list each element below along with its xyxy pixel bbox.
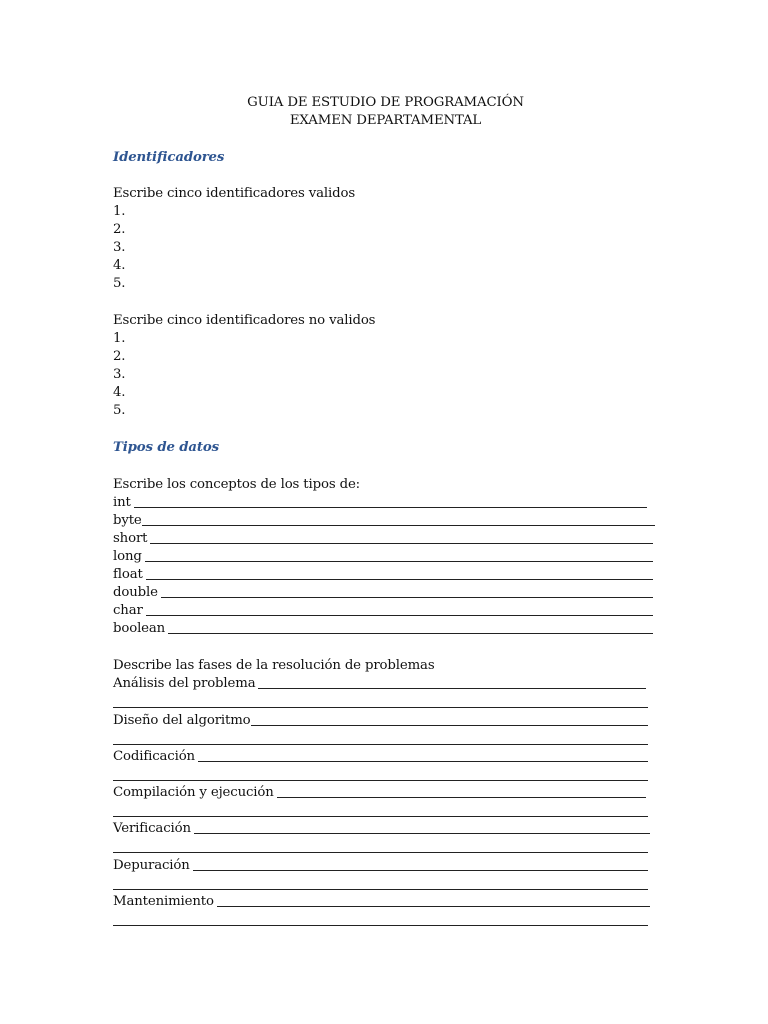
type-label: float (113, 567, 143, 582)
valid-identifiers-prompt: Escribe cinco identificadores validos (113, 186, 356, 201)
invalid-identifier-item: 3. (113, 367, 126, 382)
phase-line-mantenimiento (113, 893, 650, 911)
type-label: long (113, 549, 142, 564)
answer-line-continuation (113, 889, 648, 890)
phase-label: Compilación y ejecución (113, 785, 274, 800)
answer-line (150, 543, 653, 544)
answer-line (146, 615, 653, 616)
data-types-prompt: Escribe los conceptos de los tipos de: (113, 477, 360, 492)
answer-line-continuation (113, 925, 648, 926)
answer-line (193, 870, 648, 871)
answer-line-continuation (113, 780, 648, 781)
valid-identifier-item: 3. (113, 240, 126, 255)
type-line-short (113, 530, 653, 548)
phases-prompt: Describe las fases de la resolución de problemas (113, 658, 435, 673)
type-line-double (113, 584, 653, 602)
phase-line-codificacion (113, 748, 648, 766)
answer-line (277, 797, 646, 798)
answer-line-continuation (113, 744, 648, 745)
answer-line (134, 507, 647, 508)
type-label: boolean (113, 621, 166, 636)
phase-line-compilacion (113, 784, 646, 802)
section-heading-identificadores: Identificadores (113, 150, 225, 165)
answer-line (198, 761, 648, 762)
valid-identifier-item: 5. (113, 276, 126, 291)
phase-label: Depuración (113, 858, 190, 873)
type-label: byte (113, 513, 142, 528)
phase-line-depuracion (113, 857, 648, 875)
type-line-long (113, 548, 653, 566)
type-line-float (113, 566, 653, 584)
answer-line-continuation (113, 852, 648, 853)
type-line-boolean (113, 620, 653, 638)
valid-identifier-item: 4. (113, 258, 126, 273)
section-heading-tipos-de-datos: Tipos de datos (113, 440, 219, 455)
phase-line-diseno (113, 712, 648, 730)
invalid-identifiers-prompt: Escribe cinco identificadores no validos (113, 313, 376, 328)
answer-line (258, 688, 646, 689)
type-line-int (113, 494, 647, 512)
invalid-identifier-item: 5. (113, 403, 126, 418)
invalid-identifier-item: 1. (113, 331, 126, 346)
valid-identifier-item: 2. (113, 222, 126, 237)
phase-label: Codificación (113, 749, 195, 764)
answer-line (217, 906, 650, 907)
answer-line (168, 633, 653, 634)
invalid-identifier-item: 4. (113, 385, 126, 400)
answer-line-continuation (113, 707, 648, 708)
phase-label: Verificación (113, 821, 191, 836)
type-label: short (113, 531, 148, 546)
phase-label: Diseño del algoritmo (113, 713, 251, 728)
phase-line-verificacion (113, 820, 650, 838)
type-line-byte (113, 512, 655, 530)
phase-line-analisis (113, 675, 646, 693)
type-label: double (113, 585, 158, 600)
answer-line (251, 725, 648, 726)
valid-identifier-item: 1. (113, 204, 126, 219)
document-subtitle: EXAMEN DEPARTAMENTAL (289, 113, 482, 128)
answer-line-continuation (113, 816, 648, 817)
answer-line (142, 525, 655, 526)
answer-line (161, 597, 653, 598)
type-label: int (113, 495, 131, 510)
type-line-char (113, 602, 653, 620)
phase-label: Análisis del problema (113, 676, 256, 691)
answer-line (145, 561, 653, 562)
answer-line (146, 579, 653, 580)
document-title: GUIA DE ESTUDIO DE PROGRAMACIÓN (247, 95, 524, 110)
answer-line (194, 833, 650, 834)
invalid-identifier-item: 2. (113, 349, 126, 364)
phase-label: Mantenimiento (113, 894, 214, 909)
type-label: char (113, 603, 143, 618)
